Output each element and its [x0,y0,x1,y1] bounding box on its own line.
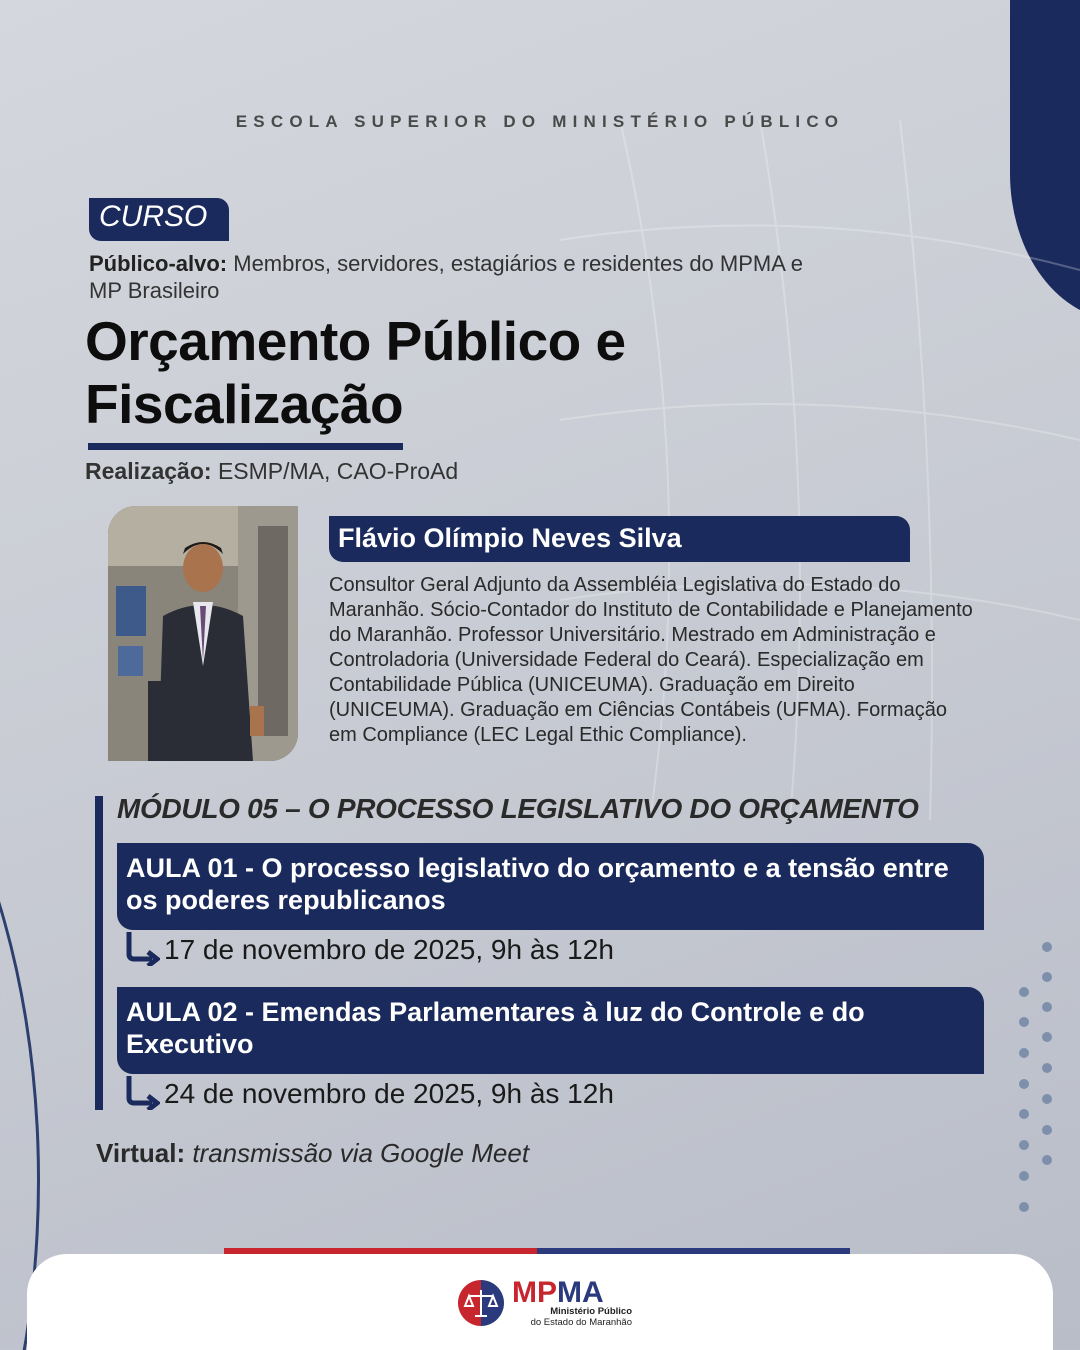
speaker-bio: Consultor Geral Adjunto da Assembléia Legislativa do Estado do Maranhão. Sócio-Contador do Instituto de Contabilidade e Planejamento do Maranhão. Professor Universitário. Mestrado em Administração e Controladoria (Universidade Federal do Ceará). Especialização em Contabilidade Pública (UNICEUMA). Graduação em Direito (UNICEUMA). Graduação em Ciências Contábeis (UFMA). Formação em Compliance (LEC Legal Ethic Compliance). [329,574,973,746]
module-bar [95,796,103,1110]
target-audience-text: Membros, servidores, estagiários e residentes do MPMA e MP Brasileiro [89,251,804,303]
delivery-label: Virtual: [96,1138,186,1168]
delivery-text: transmissão via Google Meet [185,1138,530,1168]
course-title-line2: Fiscalização [85,373,404,435]
speaker-photo-illustration [108,506,298,761]
course-title [85,310,805,436]
mpma-logo [456,1278,636,1333]
logo-subtitle: Ministério Público do Estado do Maranhão [530,1306,632,1328]
course-badge: CURSO [89,198,229,241]
course-title-line1: Orçamento Público e [85,310,626,372]
organizers [85,458,458,485]
module-title: MÓDULO 05 – O PROCESSO LEGISLATIVO DO ORÇAMENTO [117,793,919,824]
organization-name: ESCOLA SUPERIOR DO MINISTÉRIO PÚBLICO [235,112,845,131]
target-audience-label: Público-alvo: [89,251,228,276]
organizers-text: ESMP/MA, CAO-ProAd [211,458,459,484]
lesson-1-date: 17 de novembro de 2025, 9h às 12h [164,934,614,965]
delivery-mode [96,1138,529,1169]
lesson-2-date: 24 de novembro de 2025, 9h às 12h [164,1078,614,1109]
target-audience [89,250,809,304]
lesson-2-date-row [124,1076,614,1110]
organizers-label: Realização: [85,458,212,484]
speaker-photo [108,506,298,761]
lesson-1-date-row [124,932,614,966]
logo-wordmark: MPMA [512,1276,604,1309]
decorative-dots [1012,935,1062,1225]
lesson-2-title: AULA 02 - Emendas Parlamentares à luz do Controle e do Executivo [117,987,984,1074]
title-underline [88,443,403,450]
arrow-return-icon [124,1076,160,1110]
scales-of-justice-icon [456,1278,506,1328]
arrow-return-icon [124,932,160,966]
speaker-name: Flávio Olímpio Neves Silva [329,516,910,562]
background-curve [0,630,40,1350]
lesson-1-title: AULA 01 - O processo legislativo do orçamento e a tensão entre os poderes republicanos [117,843,984,930]
